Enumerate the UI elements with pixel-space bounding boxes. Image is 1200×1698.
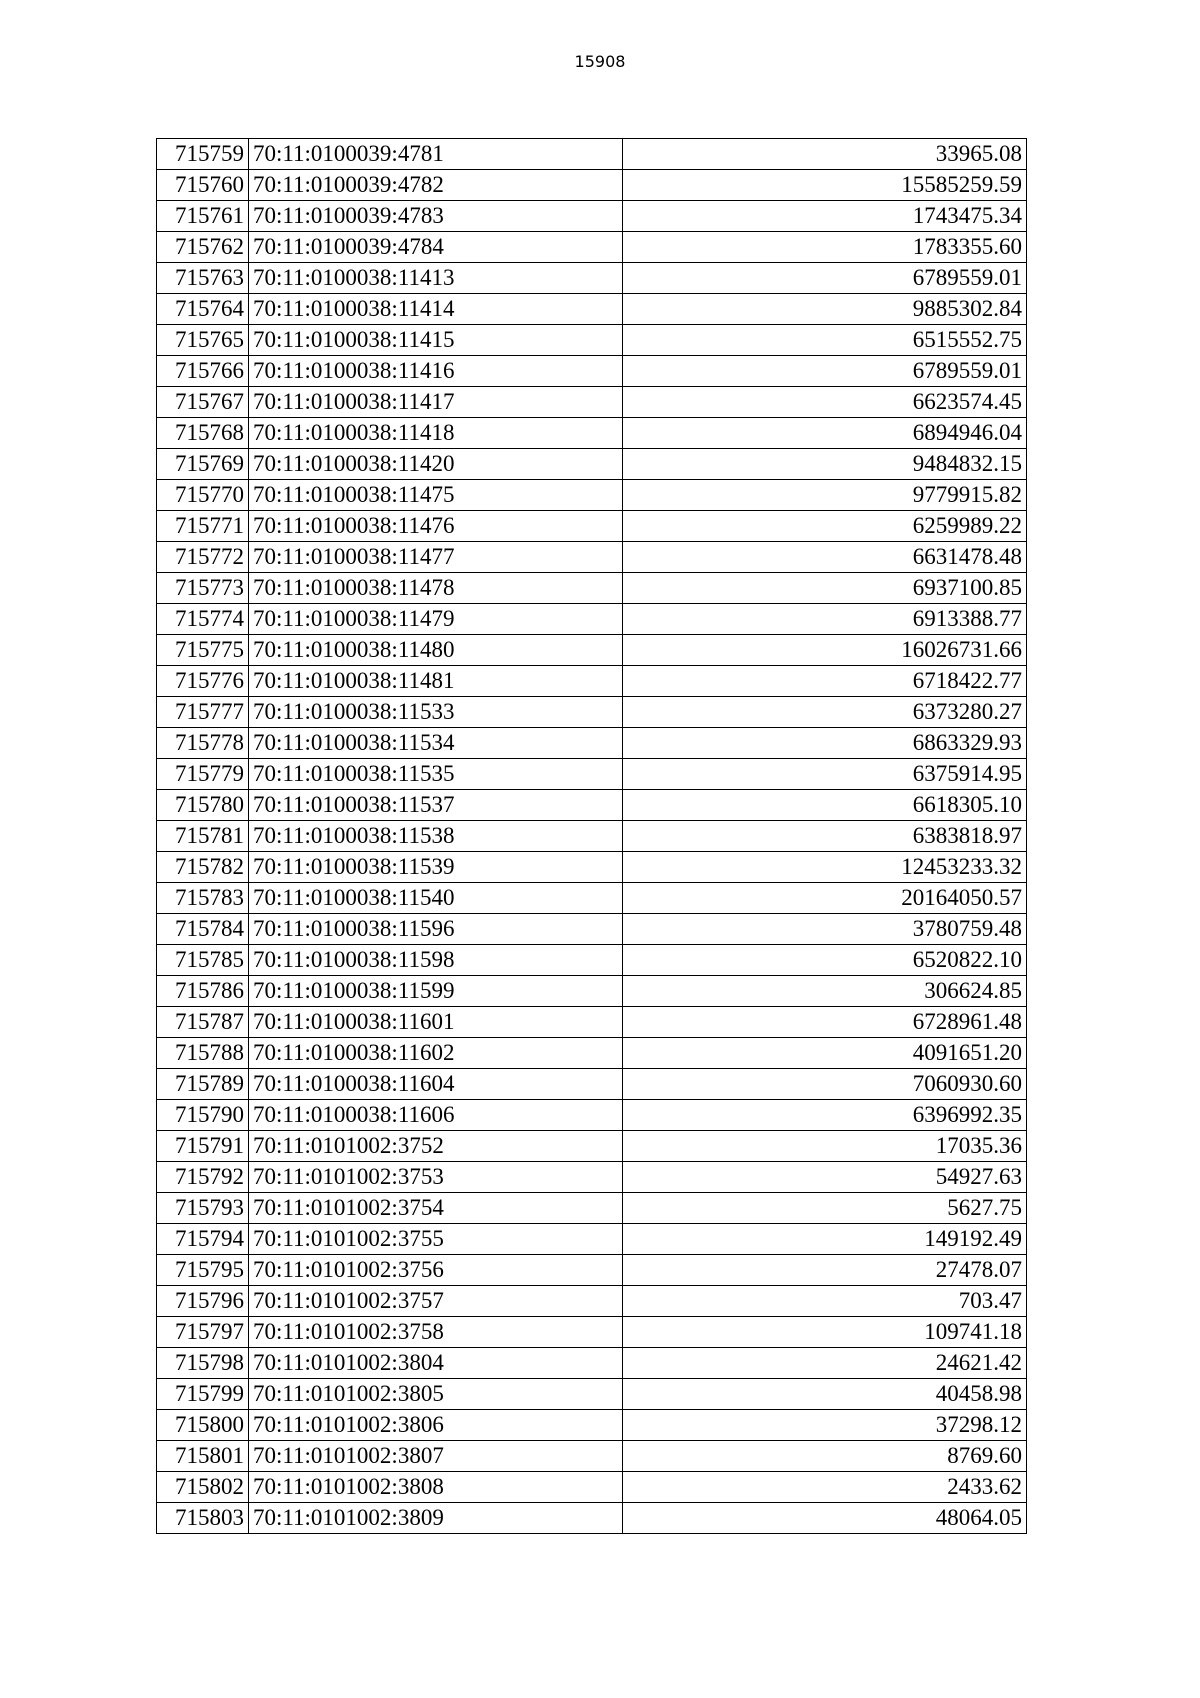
value-cell: 5627.75: [623, 1193, 1027, 1224]
cadastral-value-table: [156, 138, 1027, 1534]
table-row: [157, 139, 1027, 170]
value-cell: 6520822.10: [623, 945, 1027, 976]
cadastral-number-cell: 70:11:0101002:3808: [249, 1472, 623, 1503]
row-number-cell: 715765: [157, 325, 249, 356]
cadastral-number-cell: 70:11:0101002:3757: [249, 1286, 623, 1317]
table-row: [157, 1410, 1027, 1441]
cadastral-number-cell: 70:11:0100038:11602: [249, 1038, 623, 1069]
row-number-cell: 715772: [157, 542, 249, 573]
table-row: [157, 666, 1027, 697]
cadastral-number-cell: 70:11:0101002:3805: [249, 1379, 623, 1410]
cadastral-number-cell: 70:11:0101002:3806: [249, 1410, 623, 1441]
cadastral-number-cell: 70:11:0100038:11539: [249, 852, 623, 883]
cadastral-number-cell: 70:11:0100038:11606: [249, 1100, 623, 1131]
row-number-cell: 715764: [157, 294, 249, 325]
value-cell: 17035.36: [623, 1131, 1027, 1162]
row-number-cell: 715785: [157, 945, 249, 976]
value-cell: 6937100.85: [623, 573, 1027, 604]
table-row: [157, 635, 1027, 666]
table-row: [157, 1348, 1027, 1379]
cadastral-number-cell: 70:11:0100038:11475: [249, 480, 623, 511]
table-row: [157, 356, 1027, 387]
row-number-cell: 715778: [157, 728, 249, 759]
table-row: [157, 1162, 1027, 1193]
value-cell: 6396992.35: [623, 1100, 1027, 1131]
cadastral-number-cell: 70:11:0100038:11601: [249, 1007, 623, 1038]
row-number-cell: 715773: [157, 573, 249, 604]
cadastral-number-cell: 70:11:0100038:11538: [249, 821, 623, 852]
row-number-cell: 715768: [157, 418, 249, 449]
value-cell: 703.47: [623, 1286, 1027, 1317]
row-number-cell: 715762: [157, 232, 249, 263]
value-cell: 12453233.32: [623, 852, 1027, 883]
table-row: [157, 1100, 1027, 1131]
table-row: [157, 449, 1027, 480]
value-cell: 6728961.48: [623, 1007, 1027, 1038]
row-number-cell: 715767: [157, 387, 249, 418]
cadastral-number-cell: 70:11:0100038:11534: [249, 728, 623, 759]
cadastral-number-cell: 70:11:0100038:11480: [249, 635, 623, 666]
row-number-cell: 715774: [157, 604, 249, 635]
row-number-cell: 715789: [157, 1069, 249, 1100]
table-row: [157, 1286, 1027, 1317]
table-row: [157, 201, 1027, 232]
table-row: [157, 1131, 1027, 1162]
cadastral-number-cell: 70:11:0101002:3758: [249, 1317, 623, 1348]
row-number-cell: 715780: [157, 790, 249, 821]
value-cell: 9779915.82: [623, 480, 1027, 511]
row-number-cell: 715786: [157, 976, 249, 1007]
row-number-cell: 715782: [157, 852, 249, 883]
table-row: [157, 542, 1027, 573]
table-row: [157, 976, 1027, 1007]
value-cell: 6894946.04: [623, 418, 1027, 449]
value-cell: 6631478.48: [623, 542, 1027, 573]
row-number-cell: 715798: [157, 1348, 249, 1379]
table-row: [157, 790, 1027, 821]
value-cell: 6259989.22: [623, 511, 1027, 542]
table-row: [157, 945, 1027, 976]
value-cell: 149192.49: [623, 1224, 1027, 1255]
table-row: [157, 821, 1027, 852]
row-number-cell: 715761: [157, 201, 249, 232]
cadastral-number-cell: 70:11:0100038:11479: [249, 604, 623, 635]
table-row: [157, 294, 1027, 325]
table-row: [157, 232, 1027, 263]
table-row: [157, 387, 1027, 418]
value-cell: 6913388.77: [623, 604, 1027, 635]
row-number-cell: 715792: [157, 1162, 249, 1193]
row-number-cell: 715770: [157, 480, 249, 511]
row-number-cell: 715766: [157, 356, 249, 387]
value-cell: 6863329.93: [623, 728, 1027, 759]
table-row: [157, 1069, 1027, 1100]
table-row: [157, 418, 1027, 449]
row-number-cell: 715777: [157, 697, 249, 728]
cadastral-number-cell: 70:11:0100039:4781: [249, 139, 623, 170]
value-cell: 7060930.60: [623, 1069, 1027, 1100]
value-cell: 27478.07: [623, 1255, 1027, 1286]
row-number-cell: 715763: [157, 263, 249, 294]
cadastral-number-cell: 70:11:0101002:3754: [249, 1193, 623, 1224]
row-number-cell: 715781: [157, 821, 249, 852]
cadastral-number-cell: 70:11:0100038:11481: [249, 666, 623, 697]
row-number-cell: 715801: [157, 1441, 249, 1472]
table-row: [157, 1224, 1027, 1255]
table-row: [157, 1007, 1027, 1038]
value-cell: 48064.05: [623, 1503, 1027, 1534]
cadastral-number-cell: 70:11:0100038:11599: [249, 976, 623, 1007]
row-number-cell: 715791: [157, 1131, 249, 1162]
cadastral-number-cell: 70:11:0101002:3804: [249, 1348, 623, 1379]
row-number-cell: 715779: [157, 759, 249, 790]
value-cell: 3780759.48: [623, 914, 1027, 945]
row-number-cell: 715760: [157, 170, 249, 201]
value-cell: 1743475.34: [623, 201, 1027, 232]
table-row: [157, 1038, 1027, 1069]
value-cell: 6383818.97: [623, 821, 1027, 852]
cadastral-number-cell: 70:11:0100038:11415: [249, 325, 623, 356]
row-number-cell: 715776: [157, 666, 249, 697]
row-number-cell: 715769: [157, 449, 249, 480]
value-cell: 6515552.75: [623, 325, 1027, 356]
table-row: [157, 1379, 1027, 1410]
table-row: [157, 1317, 1027, 1348]
table-row: [157, 325, 1027, 356]
value-cell: 6718422.77: [623, 666, 1027, 697]
table-row: [157, 1503, 1027, 1534]
table-row: [157, 1441, 1027, 1472]
value-cell: 40458.98: [623, 1379, 1027, 1410]
row-number-cell: 715790: [157, 1100, 249, 1131]
value-cell: 1783355.60: [623, 232, 1027, 263]
cadastral-number-cell: 70:11:0100038:11416: [249, 356, 623, 387]
cadastral-number-cell: 70:11:0101002:3756: [249, 1255, 623, 1286]
row-number-cell: 715793: [157, 1193, 249, 1224]
cadastral-number-cell: 70:11:0100038:11598: [249, 945, 623, 976]
table-row: [157, 852, 1027, 883]
value-cell: 4091651.20: [623, 1038, 1027, 1069]
value-cell: 6373280.27: [623, 697, 1027, 728]
row-number-cell: 715797: [157, 1317, 249, 1348]
cadastral-number-cell: 70:11:0100038:11420: [249, 449, 623, 480]
value-cell: 6789559.01: [623, 356, 1027, 387]
row-number-cell: 715771: [157, 511, 249, 542]
table-row: [157, 604, 1027, 635]
table-row: [157, 883, 1027, 914]
table-row: [157, 1255, 1027, 1286]
row-number-cell: 715775: [157, 635, 249, 666]
cadastral-number-cell: 70:11:0100038:11476: [249, 511, 623, 542]
row-number-cell: 715795: [157, 1255, 249, 1286]
table-row: [157, 728, 1027, 759]
row-number-cell: 715788: [157, 1038, 249, 1069]
cadastral-number-cell: 70:11:0101002:3755: [249, 1224, 623, 1255]
cadastral-number-cell: 70:11:0100038:11533: [249, 697, 623, 728]
cadastral-number-cell: 70:11:0100038:11413: [249, 263, 623, 294]
cadastral-number-cell: 70:11:0100038:11417: [249, 387, 623, 418]
value-cell: 6618305.10: [623, 790, 1027, 821]
value-cell: 33965.08: [623, 139, 1027, 170]
cadastral-number-cell: 70:11:0100038:11414: [249, 294, 623, 325]
cadastral-number-cell: 70:11:0101002:3753: [249, 1162, 623, 1193]
table-row: [157, 1472, 1027, 1503]
value-cell: 6623574.45: [623, 387, 1027, 418]
cadastral-number-cell: 70:11:0100038:11477: [249, 542, 623, 573]
table-row: [157, 759, 1027, 790]
value-cell: 6375914.95: [623, 759, 1027, 790]
table-row: [157, 697, 1027, 728]
value-cell: 6789559.01: [623, 263, 1027, 294]
row-number-cell: 715783: [157, 883, 249, 914]
table-row: [157, 480, 1027, 511]
value-cell: 9484832.15: [623, 449, 1027, 480]
value-cell: 306624.85: [623, 976, 1027, 1007]
value-cell: 8769.60: [623, 1441, 1027, 1472]
row-number-cell: 715799: [157, 1379, 249, 1410]
row-number-cell: 715802: [157, 1472, 249, 1503]
value-cell: 24621.42: [623, 1348, 1027, 1379]
value-cell: 20164050.57: [623, 883, 1027, 914]
table-body: [157, 139, 1027, 1534]
cadastral-number-cell: 70:11:0100039:4784: [249, 232, 623, 263]
cadastral-number-cell: 70:11:0100038:11418: [249, 418, 623, 449]
cadastral-number-cell: 70:11:0100038:11596: [249, 914, 623, 945]
row-number-cell: 715800: [157, 1410, 249, 1441]
cadastral-number-cell: 70:11:0101002:3807: [249, 1441, 623, 1472]
row-number-cell: 715787: [157, 1007, 249, 1038]
cadastral-number-cell: 70:11:0101002:3752: [249, 1131, 623, 1162]
table-row: [157, 914, 1027, 945]
row-number-cell: 715794: [157, 1224, 249, 1255]
cadastral-number-cell: 70:11:0100038:11540: [249, 883, 623, 914]
value-cell: 37298.12: [623, 1410, 1027, 1441]
cadastral-number-cell: 70:11:0100038:11535: [249, 759, 623, 790]
value-cell: 2433.62: [623, 1472, 1027, 1503]
table-row: [157, 263, 1027, 294]
table-row: [157, 1193, 1027, 1224]
cadastral-number-cell: 70:11:0100039:4783: [249, 201, 623, 232]
cadastral-number-cell: 70:11:0101002:3809: [249, 1503, 623, 1534]
value-cell: 54927.63: [623, 1162, 1027, 1193]
table-row: [157, 511, 1027, 542]
cadastral-number-cell: 70:11:0100039:4782: [249, 170, 623, 201]
value-cell: 9885302.84: [623, 294, 1027, 325]
value-cell: 16026731.66: [623, 635, 1027, 666]
row-number-cell: 715759: [157, 139, 249, 170]
row-number-cell: 715784: [157, 914, 249, 945]
row-number-cell: 715796: [157, 1286, 249, 1317]
page-number: 15908: [574, 52, 626, 71]
cadastral-number-cell: 70:11:0100038:11604: [249, 1069, 623, 1100]
table-row: [157, 170, 1027, 201]
cadastral-number-cell: 70:11:0100038:11537: [249, 790, 623, 821]
value-cell: 15585259.59: [623, 170, 1027, 201]
cadastral-number-cell: 70:11:0100038:11478: [249, 573, 623, 604]
table-row: [157, 573, 1027, 604]
row-number-cell: 715803: [157, 1503, 249, 1534]
value-cell: 109741.18: [623, 1317, 1027, 1348]
